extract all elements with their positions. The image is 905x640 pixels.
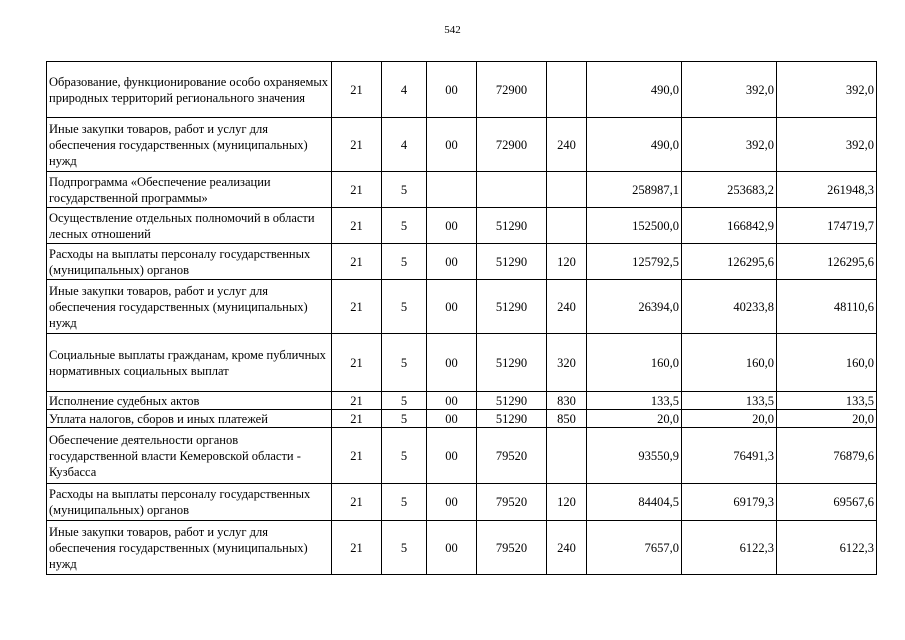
amount-year-2: 166842,9: [682, 208, 777, 244]
code-expense-type: 830: [547, 392, 587, 410]
amount-year-2: 253683,2: [682, 172, 777, 208]
table-row: [47, 244, 877, 280]
code-subprogram: 5: [382, 428, 427, 484]
amount-year-2: 392,0: [682, 62, 777, 118]
amount-year-2: 76491,3: [682, 428, 777, 484]
amount-year-2: 20,0: [682, 410, 777, 428]
row-name: Иные закупки товаров, работ и услуг для обеспечения государственных (муниципальных) нужд: [47, 280, 332, 334]
code-expense-type: 850: [547, 410, 587, 428]
code-expense-type: 240: [547, 521, 587, 575]
amount-year-3: 126295,6: [777, 244, 877, 280]
code-direction: 79520: [477, 428, 547, 484]
table-row: [47, 208, 877, 244]
code-direction: 51290: [477, 280, 547, 334]
amount-year-1: 152500,0: [587, 208, 682, 244]
code-subprogram: 4: [382, 118, 427, 172]
code-subprogram: 5: [382, 172, 427, 208]
code-expense-type: 320: [547, 334, 587, 392]
row-name: Уплата налогов, сборов и иных платежей: [47, 410, 332, 428]
amount-year-3: 20,0: [777, 410, 877, 428]
amount-year-1: 7657,0: [587, 521, 682, 575]
code-direction: 51290: [477, 410, 547, 428]
amount-year-2: 69179,3: [682, 484, 777, 521]
code-chapter: 21: [332, 280, 382, 334]
amount-year-2: 133,5: [682, 392, 777, 410]
table-row: [47, 118, 877, 172]
row-name: Расходы на выплаты персоналу государственных (муниципальных) органов: [47, 484, 332, 521]
code-subprogram: 5: [382, 208, 427, 244]
code-chapter: 21: [332, 428, 382, 484]
amount-year-1: 133,5: [587, 392, 682, 410]
budget-table: [46, 61, 877, 575]
table-row: [47, 521, 877, 575]
code-expense-type: [547, 62, 587, 118]
code-event: 00: [427, 392, 477, 410]
code-subprogram: 5: [382, 244, 427, 280]
amount-year-2: 160,0: [682, 334, 777, 392]
code-chapter: 21: [332, 172, 382, 208]
amount-year-1: 490,0: [587, 62, 682, 118]
code-chapter: 21: [332, 208, 382, 244]
amount-year-3: 160,0: [777, 334, 877, 392]
amount-year-1: 490,0: [587, 118, 682, 172]
code-direction: 51290: [477, 208, 547, 244]
amount-year-3: 133,5: [777, 392, 877, 410]
code-expense-type: [547, 208, 587, 244]
amount-year-1: 258987,1: [587, 172, 682, 208]
code-event: 00: [427, 62, 477, 118]
amount-year-1: 125792,5: [587, 244, 682, 280]
table-row: [47, 280, 877, 334]
code-chapter: 21: [332, 410, 382, 428]
table-row: [47, 428, 877, 484]
amount-year-1: 84404,5: [587, 484, 682, 521]
code-direction: 79520: [477, 484, 547, 521]
code-chapter: 21: [332, 334, 382, 392]
amount-year-3: 261948,3: [777, 172, 877, 208]
amount-year-1: 160,0: [587, 334, 682, 392]
amount-year-1: 93550,9: [587, 428, 682, 484]
amount-year-2: 126295,6: [682, 244, 777, 280]
code-subprogram: 5: [382, 392, 427, 410]
amount-year-3: 174719,7: [777, 208, 877, 244]
code-chapter: 21: [332, 484, 382, 521]
amount-year-3: 392,0: [777, 118, 877, 172]
row-name: Исполнение судебных актов: [47, 392, 332, 410]
code-event: 00: [427, 280, 477, 334]
table-row: [47, 392, 877, 410]
code-expense-type: 120: [547, 484, 587, 521]
amount-year-3: 6122,3: [777, 521, 877, 575]
row-name: Осуществление отдельных полномочий в области лесных отношений: [47, 208, 332, 244]
row-name: Социальные выплаты гражданам, кроме публичных нормативных социальных выплат: [47, 334, 332, 392]
code-event: 00: [427, 521, 477, 575]
code-chapter: 21: [332, 118, 382, 172]
row-name: Иные закупки товаров, работ и услуг для обеспечения государственных (муниципальных) нужд: [47, 118, 332, 172]
table-row: [47, 172, 877, 208]
code-direction: 72900: [477, 118, 547, 172]
code-chapter: 21: [332, 62, 382, 118]
code-event: 00: [427, 118, 477, 172]
table-row: [47, 62, 877, 118]
code-expense-type: 120: [547, 244, 587, 280]
amount-year-2: 6122,3: [682, 521, 777, 575]
code-event: 00: [427, 208, 477, 244]
code-subprogram: 5: [382, 280, 427, 334]
amount-year-2: 392,0: [682, 118, 777, 172]
code-chapter: 21: [332, 392, 382, 410]
table-row: [47, 410, 877, 428]
code-event: 00: [427, 484, 477, 521]
code-expense-type: 240: [547, 280, 587, 334]
code-subprogram: 5: [382, 334, 427, 392]
amount-year-3: 392,0: [777, 62, 877, 118]
row-name: Расходы на выплаты персоналу государственных (муниципальных) органов: [47, 244, 332, 280]
amount-year-1: 26394,0: [587, 280, 682, 334]
code-event: 00: [427, 334, 477, 392]
code-subprogram: 5: [382, 521, 427, 575]
row-name: Образование, функционирование особо охраняемых природных территорий регионального значения: [47, 62, 332, 118]
code-direction: 51290: [477, 334, 547, 392]
row-name: Обеспечение деятельности органов государственной власти Кемеровской области - Кузбасса: [47, 428, 332, 484]
amount-year-3: 76879,6: [777, 428, 877, 484]
table-row: [47, 484, 877, 521]
code-event: [427, 172, 477, 208]
code-chapter: 21: [332, 244, 382, 280]
amount-year-3: 48110,6: [777, 280, 877, 334]
code-event: 00: [427, 244, 477, 280]
code-direction: 79520: [477, 521, 547, 575]
code-direction: 51290: [477, 244, 547, 280]
code-event: 00: [427, 410, 477, 428]
code-subprogram: 4: [382, 62, 427, 118]
amount-year-3: 69567,6: [777, 484, 877, 521]
code-subprogram: 5: [382, 484, 427, 521]
amount-year-1: 20,0: [587, 410, 682, 428]
code-direction: 51290: [477, 392, 547, 410]
code-expense-type: [547, 428, 587, 484]
code-expense-type: [547, 172, 587, 208]
page-number: 542: [444, 24, 461, 36]
code-direction: [477, 172, 547, 208]
code-subprogram: 5: [382, 410, 427, 428]
table-row: [47, 334, 877, 392]
code-chapter: 21: [332, 521, 382, 575]
code-expense-type: 240: [547, 118, 587, 172]
code-event: 00: [427, 428, 477, 484]
code-direction: 72900: [477, 62, 547, 118]
amount-year-2: 40233,8: [682, 280, 777, 334]
row-name: Иные закупки товаров, работ и услуг для обеспечения государственных (муниципальных) нужд: [47, 521, 332, 575]
row-name: Подпрограмма «Обеспечение реализации государственной программы»: [47, 172, 332, 208]
